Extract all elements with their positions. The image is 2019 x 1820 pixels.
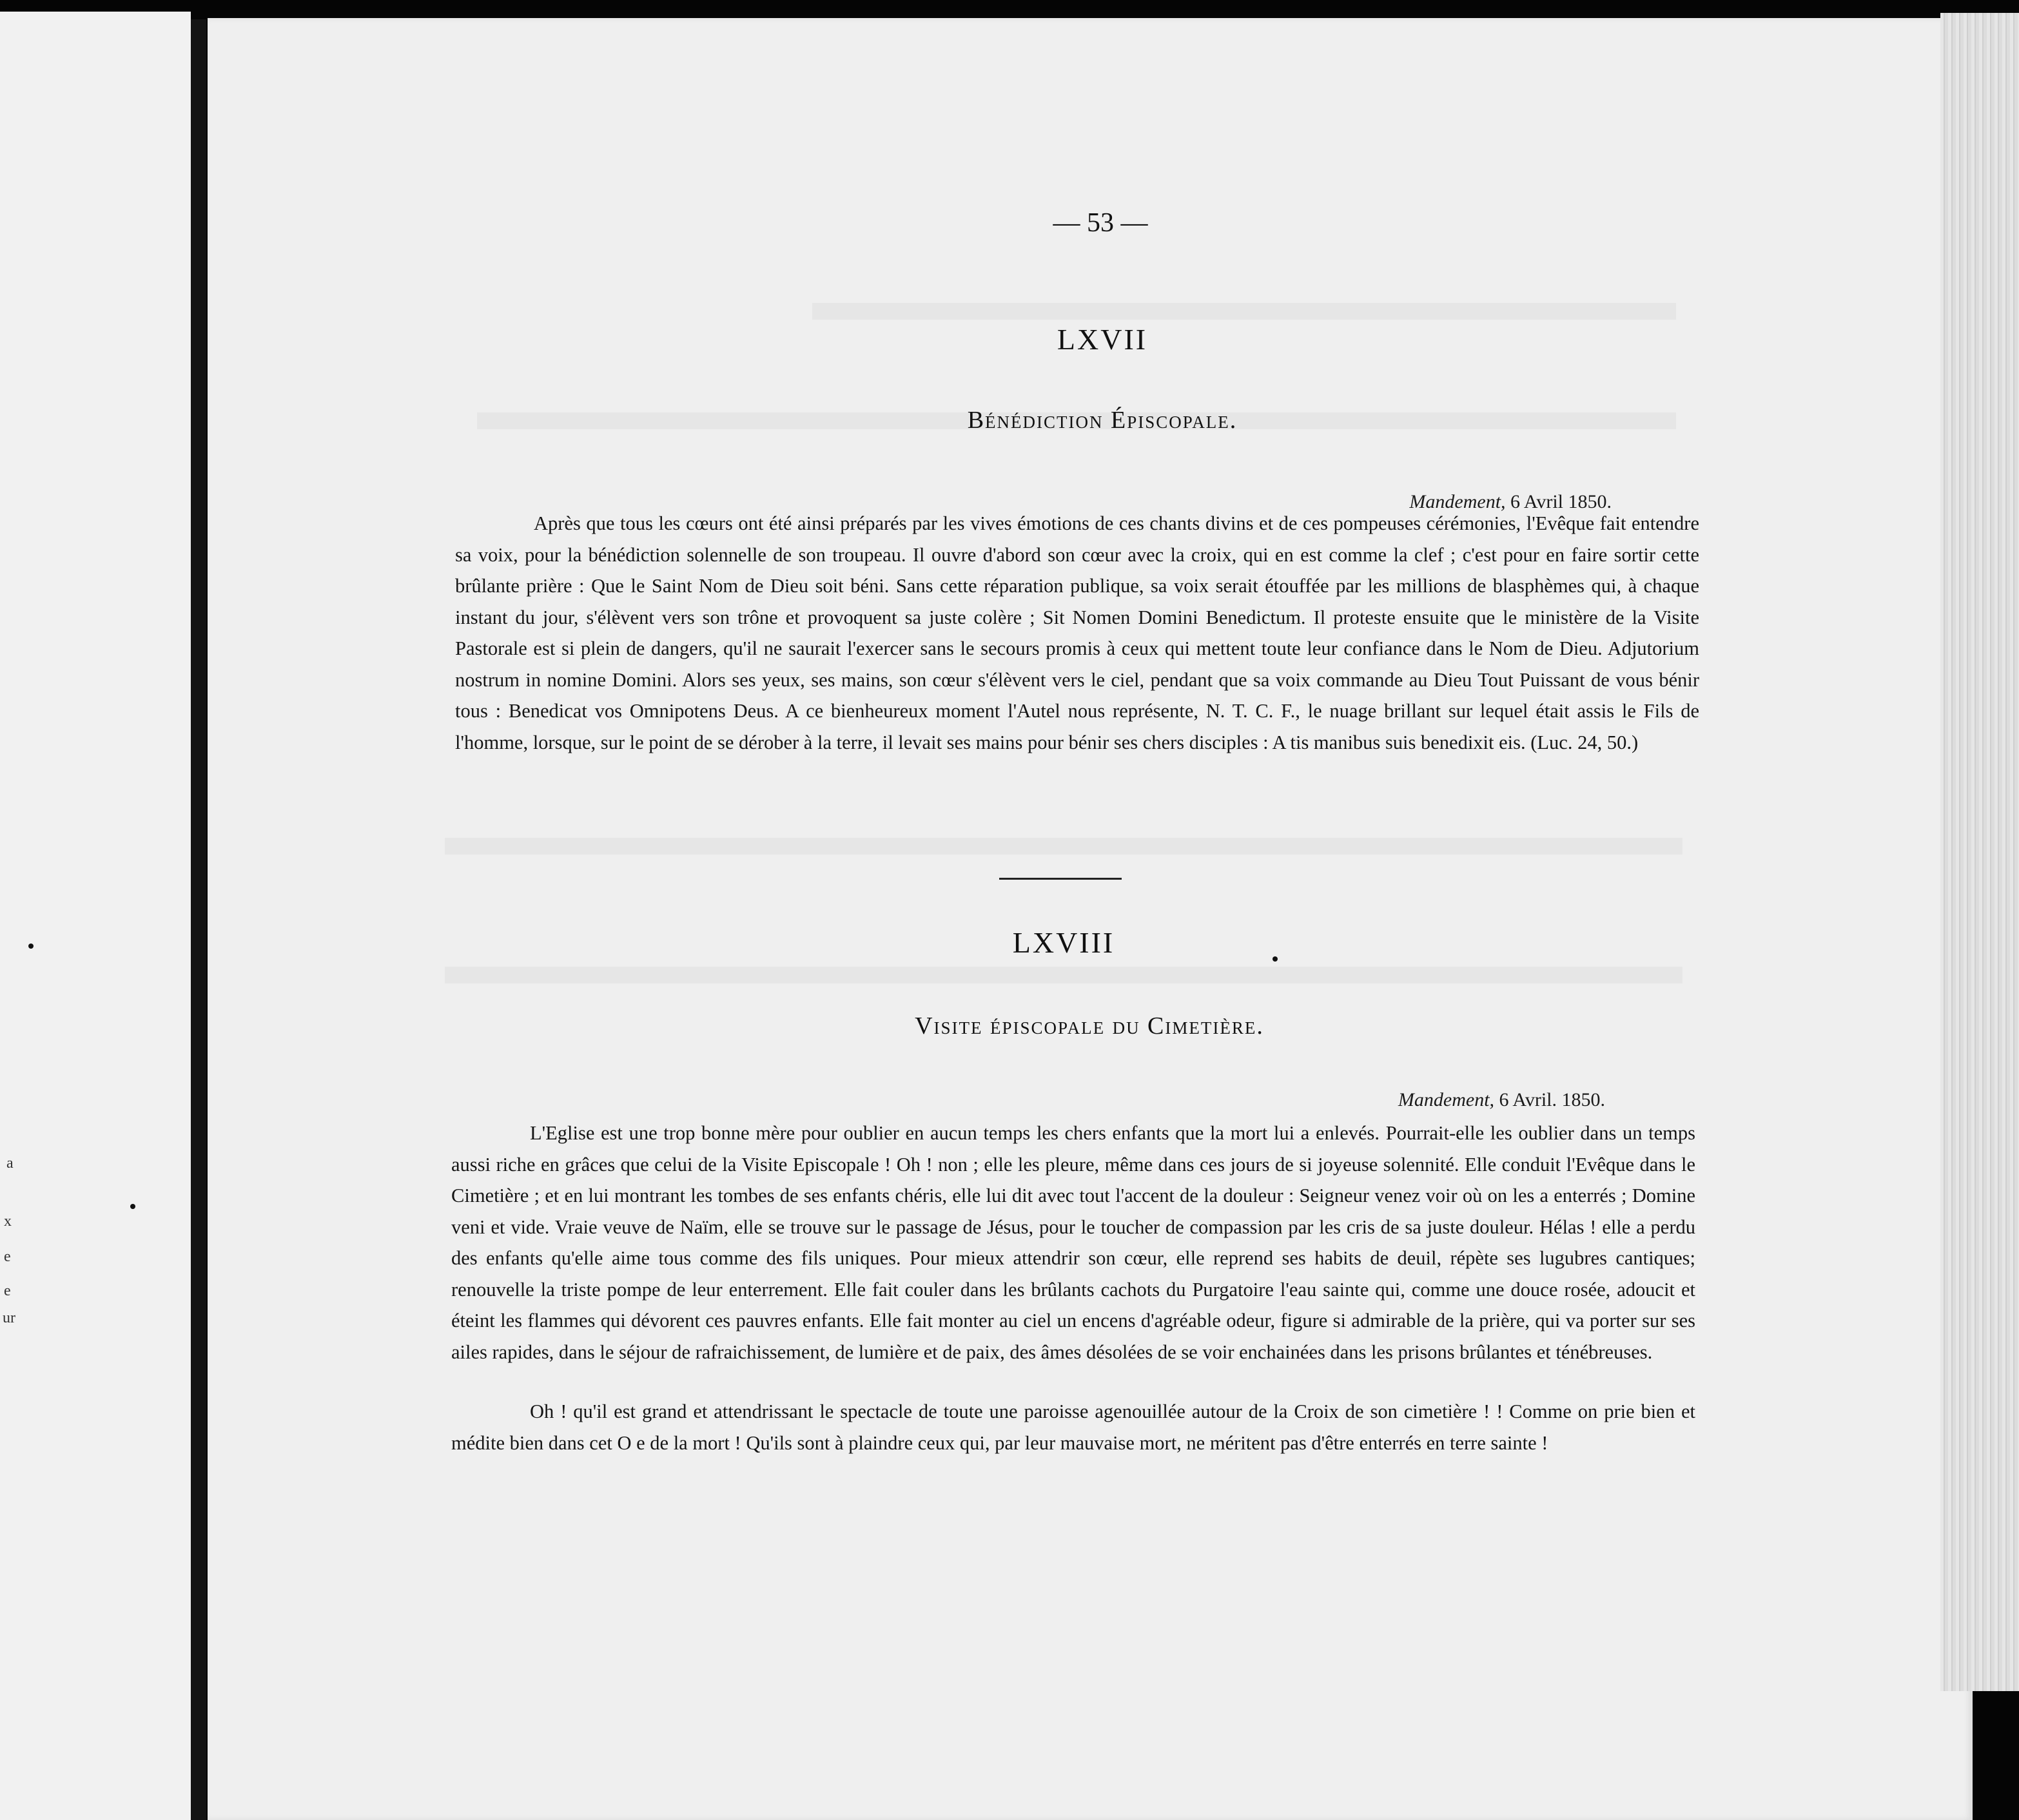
speck	[28, 944, 34, 949]
date-label: 6 Avril. 1850.	[1499, 1089, 1605, 1110]
section-title: Visite épiscopale du Cimetière.	[915, 1012, 1264, 1040]
section-date	[1212, 1089, 1605, 1111]
source-label: Mandement,	[1409, 491, 1506, 512]
section-number: LXVIII	[1012, 926, 1115, 959]
source-label: Mandement,	[1398, 1089, 1495, 1110]
facing-page	[0, 12, 191, 1820]
facing-page-fragment: x	[4, 1213, 12, 1230]
facing-page-fragment: e	[4, 1283, 11, 1299]
paragraph: Oh ! qu'il est grand et attendrissant le spectacle de toute une paroisse agenouillée autour de la Croix de son cimetière ! ! Comme on prie bien et médite bien dans cet O e de la mort ! Qu'ils sont à plaindre ceux qui, par leur mauvaise mort, ne méritent pas d'être enterrés en terre sainte !	[451, 1400, 1695, 1454]
show-through	[445, 967, 1682, 983]
speck	[130, 1204, 135, 1209]
gutter	[191, 19, 206, 1820]
page	[208, 18, 1973, 1820]
date-label: 6 Avril 1850.	[1510, 491, 1612, 512]
paragraph: L'Eglise est une trop bonne mère pour oublier en aucun temps les chers enfants que la mort lui a enlevés. Pourrait-elle les oublier dans un temps aussi riche en grâces que celui de la Visite Episcopale ! Oh ! non ; elle les pleure, même dans ces jours de si joyeuse solennité. Elle conduit l'Evêque dans le Cimetière ; et en lui montrant les tombes de ses enfants chéris, elle lui dit avec tout l'accent de la douleur : Seigneur venez voir où on les a enterrés ; Domine veni et vide. Vraie veuve de Naïm, elle se trouve sur le passage de Jésus, pour le toucher de compassion par les cris de sa juste douleur. Hélas ! elle a perdu des enfants qu'elle aime tous comme des fils uniques. Pour mieux attendrir son cœur, elle reprend ses habits de deuil, répète ses lugubres cantiques; renouvelle la triste pompe de leur enterrement. Elle fait couler dans les brûlants cachots du Purgatoire l'eau sainte qui, comme une douce rosée, adoucit et éteint les flammes qui dévorent ces pauvres enfants. Elle fait monter au ciel un encens d'agréable odeur, figure si admirable de la prière, qui va porter sur ses ailes rapides, dans le séjour de rafraichissement, de lumière et de paix, des âmes désolées de se voir enchainées dans les prisons brûlantes et ténébreuses.	[451, 1122, 1695, 1363]
show-through	[445, 838, 1682, 855]
page-edges	[1940, 13, 2019, 1691]
speck	[1273, 956, 1278, 962]
facing-page-fragment: a	[6, 1155, 14, 1172]
section-number: LXVII	[1057, 323, 1148, 356]
section-divider	[999, 878, 1122, 880]
paragraph: Après que tous les cœurs ont été ainsi préparés par les vives émotions de ces chants divins et de ces pompeuses cérémonies, l'Evêque fait entendre sa voix, pour la bénédiction solennelle de son troupeau. Il ouvre d'abord son cœur avec la croix, qui en est comme la clef ; c'est pour en faire sortir cette brûlante prière : Que le Saint Nom de Dieu soit béni. Sans cette réparation publique, sa voix serait étouffée par les millions de blasphèmes qui, à chaque instant du jour, s'élèvent vers son trône et provoquent sa juste colère ; Sit Nomen Domini Benedictum. Il proteste ensuite que le ministère de la Visite Pastorale est si plein de dangers, qu'il ne saurait l'exercer sans le secours promis à ceux qui mettent toute leur confiance dans le Nom de Dieu. Adjutorium nostrum in nomine Domini. Alors ses yeux, ses mains, son cœur s'élèvent vers le ciel, pendant que sa voix commande au Dieu Tout Puissant de vous bénir tous : Benedicat vos Omnipotens Deus. A ce bienheureux moment l'Autel nous représente, N. T. C. F., le nuage brillant sur lequel était assis le Fils de l'homme, lorsque, sur le point de se dérober à la terre, il levait ses mains pour bénir ses chers disciples : A tis manibus suis benedixit eis. (Luc. 24, 50.)	[455, 512, 1699, 753]
show-through	[812, 303, 1676, 320]
facing-page-fragment: e	[4, 1248, 11, 1265]
page-number: — 53 —	[1053, 208, 1148, 238]
facing-page-fragment: ur	[3, 1310, 15, 1326]
section-title: Bénédiction Épiscopale.	[967, 407, 1238, 434]
